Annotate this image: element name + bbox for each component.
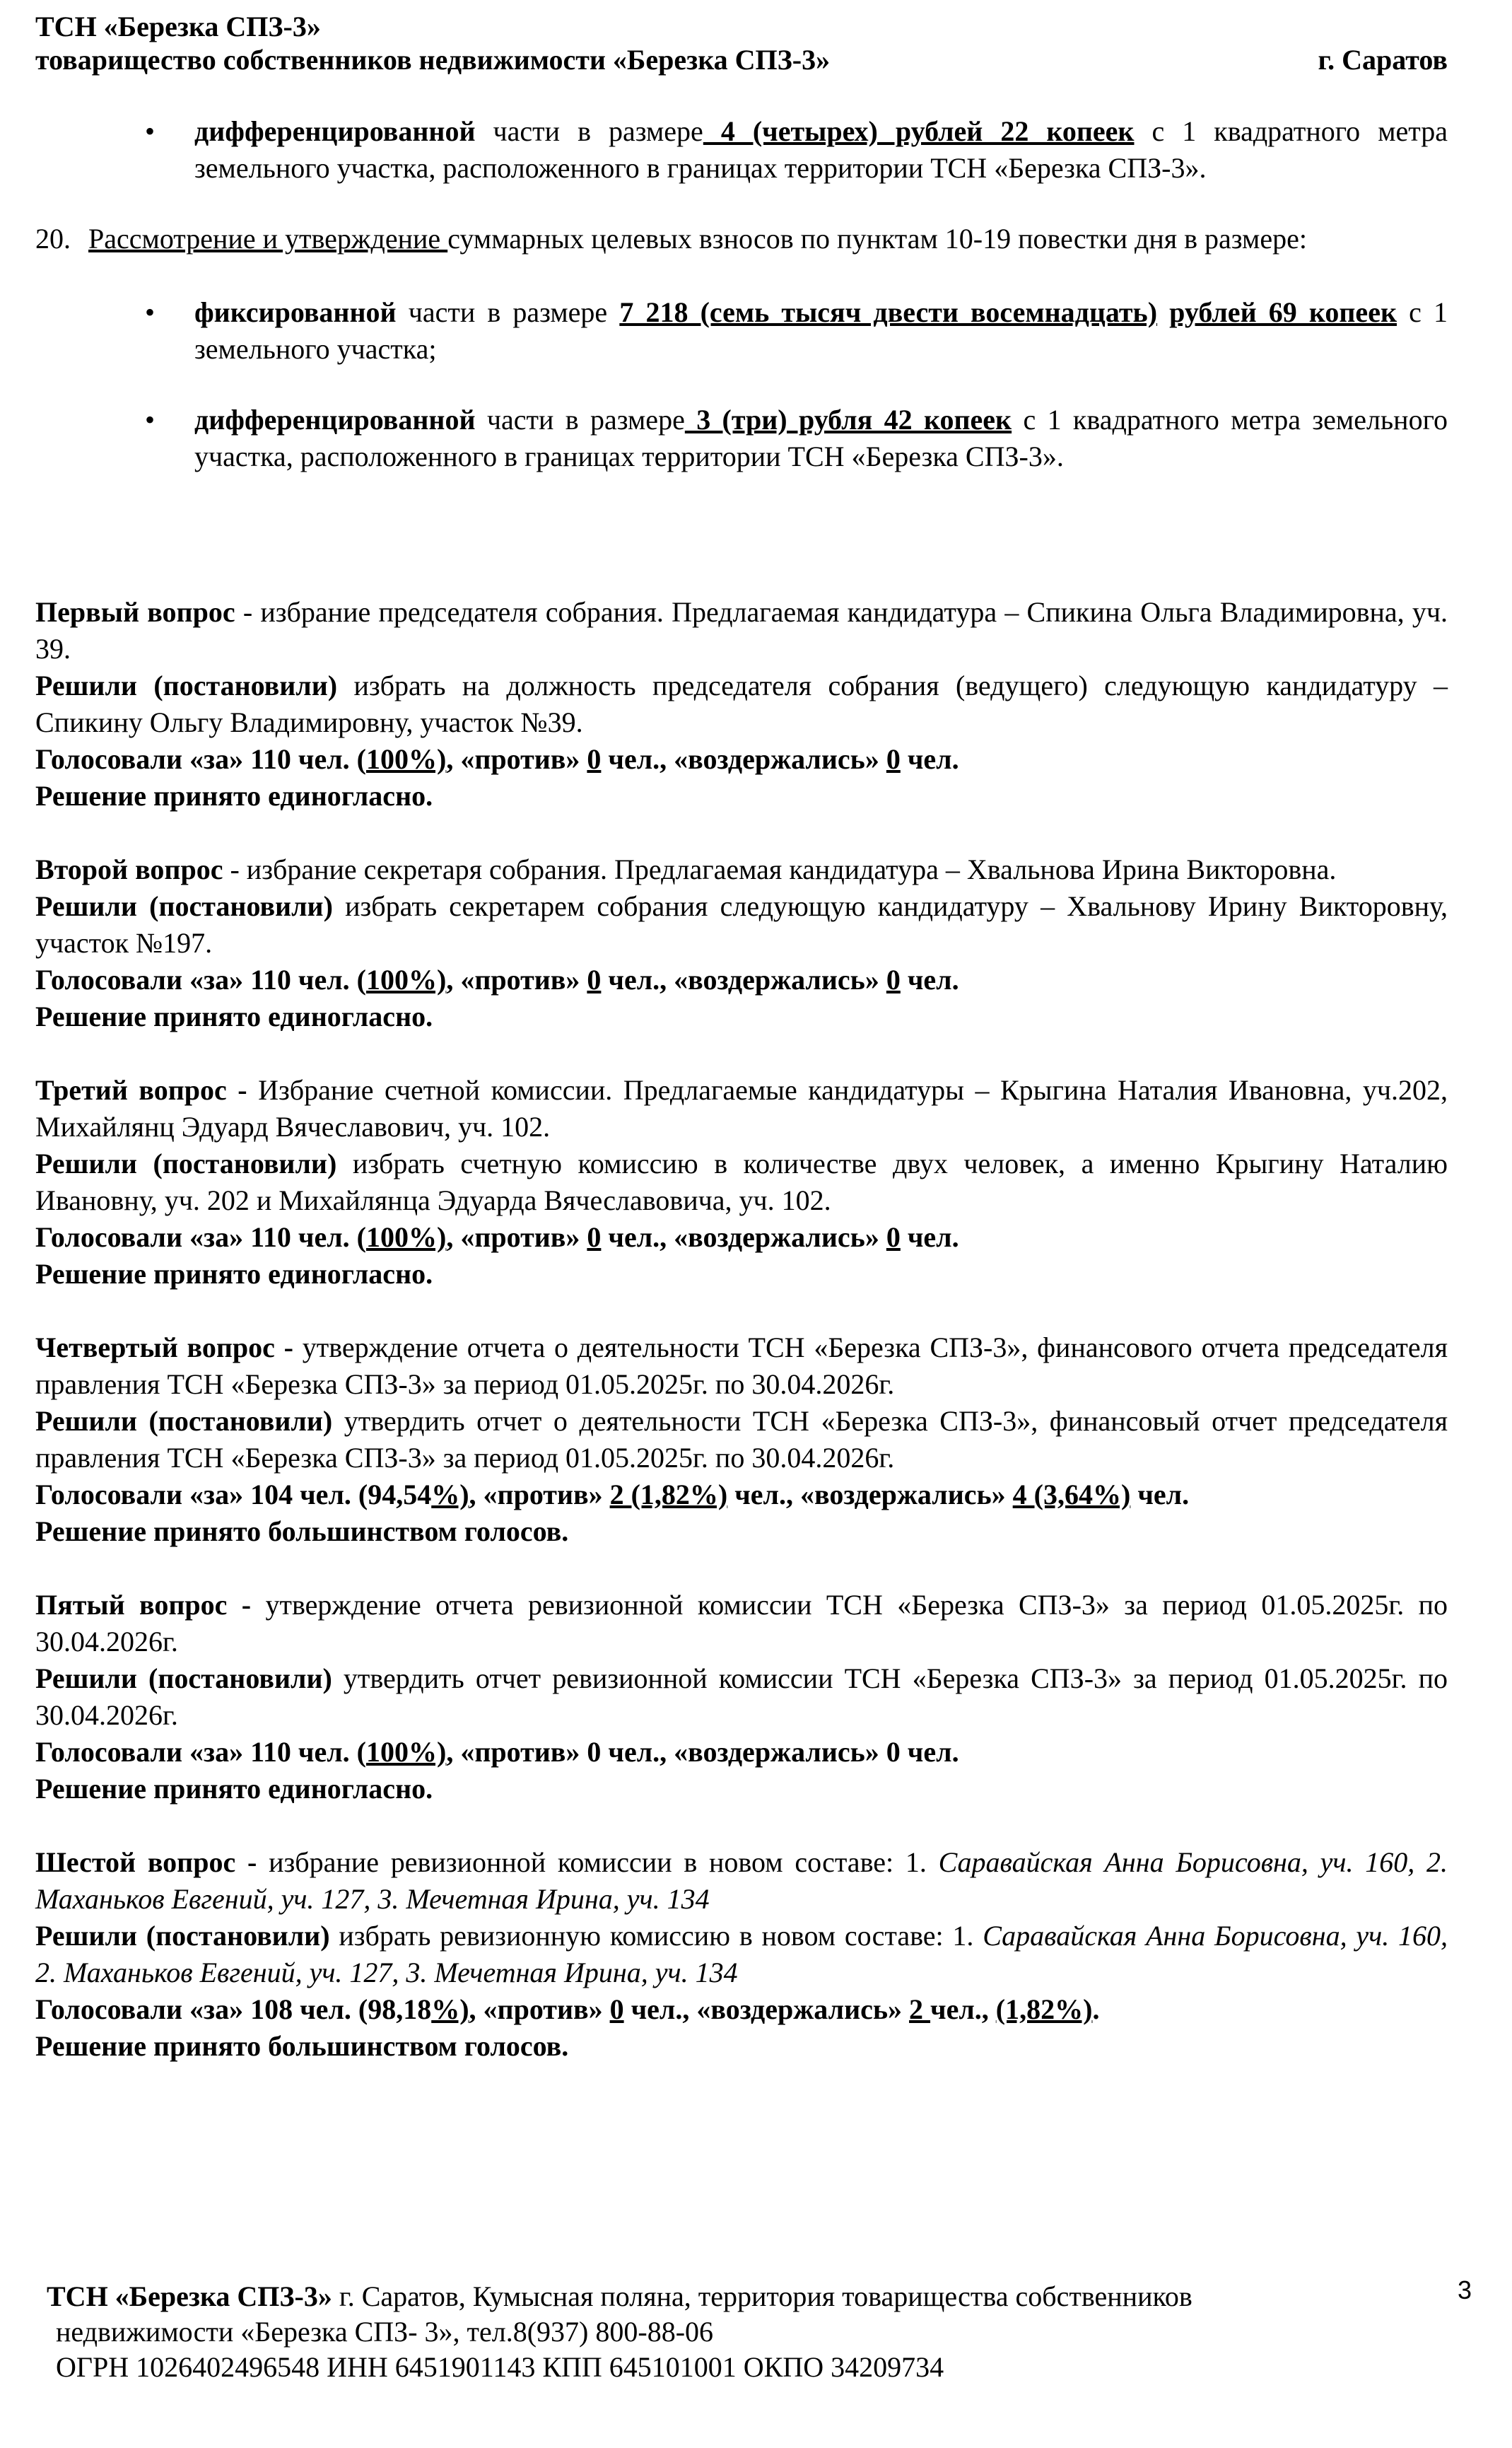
question-title: Пятый вопрос - <box>35 1589 252 1621</box>
question-text: - избрание председателя собрания. Предлагаемая кандидатура – Спикина Ольга Владимировна, уч. 39. <box>35 596 1448 665</box>
resolved-label: Решили (постановили) <box>35 1148 337 1179</box>
bullet-text: части в размере <box>396 296 620 328</box>
question-text: Избрание счетной комиссии. Предлагаемые кандидатуры – Крыгина Наталия Ивановна, уч.202, Михайлянц Эдуард Вячеславович, уч. 102. <box>35 1074 1448 1143</box>
bullet-icon: • <box>145 404 156 436</box>
question-text: - избрание секретаря собрания. Предлагаемая кандидатура – Хвальнова Ирина Викторовна. <box>223 853 1337 885</box>
header-org-full: товарищество собственников недвижимости «Березка СПЗ-3» <box>35 44 831 76</box>
question-title: Первый вопрос <box>35 596 235 628</box>
bullet-text: части в размере <box>475 404 685 436</box>
page-number: 3 <box>1458 2275 1472 2304</box>
vote-line: Голосовали «за» 108 чел. (98,18%), «против» 0 чел., «воздержались» 2 чел., (1,82%). <box>35 1993 1100 2025</box>
agenda-item-text: суммарных целевых взносов по пунктам 10-19 повестки дня в размере: <box>447 223 1307 255</box>
resolved-text: утвердить отчет о деятельности ТСН «Березка СПЗ-3», финансовый отчет председателя правления ТСН «Березка СПЗ-3» за период 01.05.2025г. по 30.04.2026г. <box>35 1405 1448 1474</box>
resolved-label: Решили (постановили) <box>35 670 338 701</box>
bullet-amount: 7 218 (семь тысяч двести восемнадцать) <box>619 296 1158 328</box>
vote-line: Голосовали «за» 110 чел. (100%), «против» 0 чел., «воздержались» 0 чел. <box>35 1736 959 1768</box>
footer <box>47 2279 1192 2385</box>
candidate-list: Саравайская Анна Борисовна, уч. 160, 2. Маханьков Евгений, уч. 127, 3. Мечетная Ирина, уч. 134 <box>35 1846 1448 1915</box>
bullet-icon: • <box>145 115 156 147</box>
decision-text: Решение принято большинством голосов. <box>35 1515 569 1547</box>
bullet-amount: рублей 69 копеек <box>1169 296 1397 328</box>
footer-line-2: недвижимости «Березка СПЗ- 3», тел.8(937) 800-88-06 <box>56 2316 714 2348</box>
agenda-item-heading: Рассмотрение и утверждение <box>88 223 448 255</box>
resolved-label: Решили (постановили) <box>35 890 333 922</box>
question-1 <box>35 594 1448 815</box>
question-4 <box>35 1329 1448 1550</box>
bullet-amount: 4 (четырех) рублей 22 копеек <box>703 115 1135 147</box>
bullet-text: части в размере <box>475 115 703 147</box>
question-title: Шестой вопрос - <box>35 1846 257 1878</box>
question-title: Четвертый вопрос - <box>35 1331 293 1363</box>
bullet-amount: 3 (три) рубля 42 копеек <box>684 404 1012 436</box>
bullet-differentiated-part <box>35 113 1448 187</box>
bullet-bold-term: фиксированной <box>194 296 397 328</box>
resolved-text: избрать на должность председателя собрания (ведущего) следующую кандидатуру – Спикину Ольгу Владимировну, участок №39. <box>35 670 1448 738</box>
decision-text: Решение принято единогласно. <box>35 1258 433 1290</box>
header-city: г. Саратов <box>1318 44 1448 76</box>
bullet-bold-term: дифференцированной <box>194 404 476 436</box>
footer-line-3: ОГРН 1026402496548 ИНН 6451901143 КПП 645101001 ОКПО 34209734 <box>56 2351 944 2383</box>
question-text: утверждение отчета о деятельности ТСН «Березка СПЗ-3», финансового отчета председателя правления ТСН «Березка СПЗ-3» за период 01.05.2025г. по 30.04.2026г. <box>35 1331 1448 1400</box>
candidate-list: Саравайская Анна Борисовна, уч. 160, 2. Маханьков Евгений, уч. 127, 3. Мечетная Ирина, уч. 134 <box>35 1920 1448 1988</box>
question-3 <box>35 1072 1448 1293</box>
resolved-text: избрать секретарем собрания следующую кандидатуру – Хвальнову Ирину Викторовну, участок №197. <box>35 890 1448 959</box>
header-org-short: ТСН «Березка СПЗ-3» <box>35 11 321 42</box>
agenda-item-20 <box>35 221 1448 257</box>
resolved-text: утвердить отчет ревизионной комиссии ТСН «Березка СПЗ-3» за период 01.05.2025г. по 30.04.2026г. <box>35 1662 1448 1731</box>
question-title: Третий вопрос - <box>35 1074 247 1106</box>
bullet-text: с 1 квадратного метра земельного участка, расположенного в границах территории ТСН «Березка СПЗ-3». <box>194 115 1448 184</box>
footer-line-1: ТСН «Березка СПЗ-3» г. Саратов, Кумысная поляна, территория товарищества собственников <box>47 2280 1192 2312</box>
bullet-bold-term: дифференцированной <box>194 115 476 147</box>
decision-text: Решение принято большинством голосов. <box>35 2030 569 2062</box>
question-5 <box>35 1587 1448 1807</box>
decision-text: Решение принято единогласно. <box>35 780 433 812</box>
question-6 <box>35 1844 1448 2065</box>
resolved-text: избрать ревизионную комиссию в новом составе: 1. <box>329 1920 974 1952</box>
agenda-item-number: 20. <box>35 223 71 255</box>
resolved-label: Решили (постановили) <box>35 1405 333 1437</box>
question-title: Второй вопрос <box>35 853 223 885</box>
resolved-text: избрать счетную комиссию в количестве двух человек, а именно Крыгину Наталию Ивановну, уч. 202 и Михайлянца Эдуарда Вячеславовича, уч. 102. <box>35 1148 1448 1216</box>
bullet-fixed-part <box>35 294 1448 368</box>
bullet-text: с 1 квадратного метра земельного участка, расположенного в границах территории ТСН «Березка СПЗ-3». <box>194 404 1448 472</box>
bullet-differentiated-part-total <box>35 402 1448 475</box>
question-text: утверждение отчета ревизионной комиссии ТСН «Березка СПЗ-3» за период 01.05.2025г. по 30.04.2026г. <box>35 1589 1448 1657</box>
vote-line: Голосовали «за» 110 чел. (100%), «против» 0 чел., «воздержались» 0 чел. <box>35 743 959 775</box>
question-2 <box>35 851 1448 1035</box>
decision-text: Решение принято единогласно. <box>35 1001 433 1032</box>
vote-line: Голосовали «за» 110 чел. (100%), «против» 0 чел., «воздержались» 0 чел. <box>35 1221 959 1253</box>
footer-org: ТСН «Березка СПЗ-3» <box>47 2280 332 2312</box>
resolved-label: Решили (постановили) <box>35 1662 332 1694</box>
decision-text: Решение принято единогласно. <box>35 1773 433 1805</box>
vote-line: Голосовали «за» 104 чел. (94,54%), «против» 2 (1,82%) чел., «воздержались» 4 (3,64%) чел. <box>35 1479 1190 1510</box>
header-line <box>35 42 1448 78</box>
resolved-label: Решили (постановили) <box>35 1920 330 1952</box>
question-text: избрание ревизионной комиссии в новом составе: 1. <box>257 1846 927 1878</box>
document-body <box>35 113 1448 2102</box>
bullet-text: с 1 земельного участка; <box>194 296 1448 365</box>
vote-line: Голосовали «за» 110 чел. (100%), «против» 0 чел., «воздержались» 0 чел. <box>35 964 959 996</box>
bullet-icon: • <box>145 296 156 328</box>
